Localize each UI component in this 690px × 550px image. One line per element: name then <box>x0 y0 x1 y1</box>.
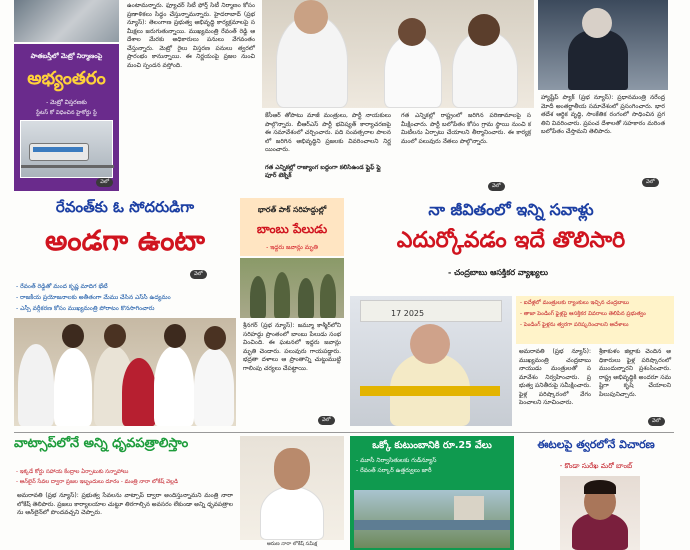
cbn-photo <box>350 296 512 426</box>
more-kcr[interactable]: వెలో <box>488 182 505 191</box>
revanth-headline-small: రేవంత్‌కు ఓ సోదరుడిగా <box>55 198 195 216</box>
soldiers-photo <box>240 258 344 318</box>
scheme-box <box>350 436 514 550</box>
more-bharat[interactable]: వెలో <box>318 416 335 425</box>
etala-sub: - కొండా సురేఖ మరో బాంబ్‌ <box>559 462 633 470</box>
bharat-sub: - ఇద్దరు జవాన్లు మృతి <box>266 244 318 251</box>
cbn-bullets <box>516 296 674 344</box>
metro-photo-top <box>14 0 119 42</box>
more-badge[interactable]: వెలో <box>96 178 113 187</box>
modi-article-text: హ్యాష్టేప్‌ ప్యాక్‌ (ప్రభ న్యూస్‌): ప్రధానమంత్రి నరేంద్ర మోదీ అంతర్జాతీయ సమావేశంలో ప్రసంగించారు. భారతదేశ ఆర్థిక వృద్ధి, సాంకేతిక రంగంలో సాధించిన ప్రగతిని వివరించారు. ప్రపంచ దేశాలతో సహకారం మరింత బలోపేతం చేస్తామని తెలిపారు. <box>541 94 665 135</box>
cbn-article-text-1: అమరావతి (ప్రభ న్యూస్‌): ముఖ్యమంత్రి చంద్రబాబు నాయుడు మంత్రులతో సమావేశం నిర్వహించారు. ప్రభుత్వ పనితీరుపై సమీక్షించారు. ఫైళ్ల పరిష్కారంలో వేగం పెంచాలని సూచించారు. <box>519 348 591 406</box>
kcr-article-text-1: కేసీఆర్‌ తోపాటు మాజీ మంత్రులు, పార్టీ నాయకులు పాల్గొన్నారు. బీఆర్‌ఎస్‌ పార్టీ భవిష్యత్‌ కార్యాచరణపై ఈ సమావేశంలో చర్చించారు. పది సంవత్సరాల పాలనలో జరిగిన అభివృద్ధిని ప్రజలకు వివరించాలని నిర్ణయించారు. <box>265 112 391 153</box>
revanth-bullet-2: - రాజకీయ ప్రయోజనాలకు అతీతంగా మేము చేసిన ఎస్‌సీ ఉద్యమం <box>16 294 171 301</box>
scheme-sub-1: - మూసీ నిర్వాసితులకు గుడ్‌న్యూస్‌ <box>356 457 437 464</box>
stage-banner <box>360 300 502 322</box>
etala-headline: ఈటలపై త్వరలోనే విచారణ <box>537 438 655 451</box>
kcr-meeting-photo <box>262 0 534 108</box>
metro-badge <box>14 44 119 191</box>
cbn-bullet-1: - ఐదేళ్లలో మంత్రులకు ర్యాంకులు ఇచ్చిన చంద్రబాబు <box>520 300 630 306</box>
metro-train-photo <box>20 120 113 178</box>
stage-text: 17 2025 <box>391 309 425 318</box>
cbn-article-text-2: శ్రీకాకుళం జిల్లాకు చెందిన అధికారులు ఫైళ్ల పరిష్కారంలో ముందున్నారని ప్రశంసించారు. రాష్ట్ర అభివృద్ధికి అందరూ సమష్టిగా కృషి చేయాలని పిలుపునిచ్చారు. <box>599 348 671 398</box>
cbn-headline-1: నా జీవితంలో ఇన్ని సవాళ్లు <box>428 200 594 219</box>
kcr-caption: గత ఎన్నికల్లో రాజ్యాంగ బద్దంగా కలిసిఉండ ఫ్లైఫ్‌ ఫ్లై పూర్‌ టెక్నిక్‌ <box>265 164 381 179</box>
badge-headline: అభ్యంతరం <box>27 68 106 89</box>
whatsapp-sub-1: - ఇక్కడే కోర్టు సహాయ కేంద్రాల ఏర్పాటుకు సన్నాహాలు <box>16 469 129 475</box>
badge-sub1: - మెట్రో విస్తరణకు <box>46 99 87 106</box>
more-revanth[interactable]: వెలో <box>190 270 207 279</box>
section-divider <box>14 432 674 433</box>
bharat-headline-1: భారత్‌ పాక్‌ సరిహద్దుల్లో <box>257 205 327 214</box>
whatsapp-article-text: అమరావతి (ప్రభ న్యూస్‌): ప్రభుత్వ సేవలను వాట్సాప్‌ ద్వారా అందిస్తున్నామని మంత్రి నారా లోకేష్‌ తెలిపారు. ప్రజలు కార్యాలయాల చుట్టూ తిరగాల్సిన అవసరం లేకుండా అన్ని ధృవపత్రాలను ఆన్‌లైన్‌లో పొందవచ్చని చెప్పారు. <box>17 492 233 516</box>
revanth-bullet-1: - రేవంత్‌ రెడ్డితో మంద కృష్ణ మాదిగ భేటీ <box>16 283 108 290</box>
bharat-headline-box <box>240 198 344 256</box>
revanth-headline-big: అండగా ఉంటా <box>45 224 205 257</box>
lokesh-photo <box>240 436 344 540</box>
badge-sub2: స్టేటస్‌ కో విధించిన హైకోర్టు స్టే <box>36 110 97 116</box>
bharat-article-text: శ్రీనగర్‌ (ప్రభ న్యూస్‌): జమ్మూ కాశ్మీర్‌లోని సరిహద్దు ప్రాంతంలో బాంబు పేలుడు సంభవించింది. ఈ ఘటనలో ఇద్దరు జవాన్లు మృతి చెందారు. పలువురు గాయపడ్డారు. భద్రతా దళాలు ఆ ప్రాంతాన్ని చుట్టుముట్టి గాలింపు చర్యలు చేపట్టాయి. <box>243 322 341 372</box>
scheme-sub-2: - రేవంత్‌ సర్కార్‌ ఉత్తర్వులు జారీ <box>356 467 432 474</box>
bharat-headline-2: బాంబు పేలుడు <box>256 222 328 236</box>
surekha-photo <box>560 476 640 550</box>
badge-top-text: పాతబస్తీలో మెట్రో నిర్మాణంపై <box>30 52 103 60</box>
modi-photo <box>538 0 668 90</box>
more-modi[interactable]: వెలో <box>642 178 659 187</box>
person-head <box>294 0 328 34</box>
scheme-headline: ఒక్కో కుటుంబానికి రూ.25 వేలు <box>372 440 492 451</box>
river-photo <box>354 490 510 548</box>
revanth-group-photo <box>14 318 236 426</box>
lokesh-caption: ఆరుణ నారా లోకేష్‌ సమీక్ష <box>266 541 318 547</box>
cbn-sub: - చంద్రబాబు ఆసక్తికర వ్యాఖ్యలు <box>448 268 549 277</box>
cbn-bullet-2: - తాజా పెండింగ్‌ ఫైళ్లపై ఆసక్తికర వివరాలు తెలిపిన ప్రభుత్వం <box>520 311 646 317</box>
more-cbn[interactable]: వెలో <box>648 417 665 426</box>
revanth-bullet-3: - ఎస్సీ వర్గీకరణ కోసం ముఖ్యమంత్రి పోరాటం కొనసాగించారు <box>16 305 155 312</box>
whatsapp-headline: వాట్సాప్‌లోనే అన్ని ధృవపత్రాలిస్తాం <box>14 436 189 451</box>
whatsapp-sub-2: - ఆన్‌లైన్‌ సేవల ద్వారా ప్రజల ఇబ్బందులు దూరం - మంత్రి నారా లోకేష్‌ వెల్లడి <box>16 479 179 485</box>
kcr-article-text-2: గత ఎన్నికల్లో రాష్ట్రంలో జరిగిన పరిణామాలపై సమీక్షించారు. పార్టీ బలోపేతం కోసం గ్రామ స్థాయి నుంచి కమిటీలను ఏర్పాటు చేయాలని తీర్మానించారు. ఈ కార్యక్రమంలో పలువురు నేతలు పాల్గొన్నారు. <box>401 112 531 145</box>
cbn-bullet-3: - పెండింగ్‌ ఫైళ్లను త్వరగా పరిష్కరించాలని ఆదేశాలు <box>520 322 629 328</box>
metro-article-text: ఉంటామన్నారు. ఫ్యూచర్‌ సిటీ ఫోర్త్‌ సిటీ నిర్మాణం కోసం ప్రణాళికలు సిద్ధం చేస్తున్నామన్నారు. హైదరాబాద్‌ (ప్రభ న్యూస్‌): తెలంగాణ ప్రభుత్వ అభివృద్ధి కార్యక్రమాలపై సమీక్షలు జరుగుతున్నాయి. ముఖ్యమంత్రి రేవంత్‌ రెడ్డి ఆదేశాల మేరకు అధికారులు పనులు వేగవంతం చేస్తున్నారు. మెట్రో రైలు విస్తరణ పనులు త్వరలో ప్రారంభం కానున్నాయి. ఈ నిర్ణయంపై ప్రజల నుంచి మంచి స్పందన వస్తోంది. <box>127 2 255 69</box>
cbn-headline-2: ఎదుర్కోవడం ఇదే తొలిసారి <box>396 228 626 253</box>
